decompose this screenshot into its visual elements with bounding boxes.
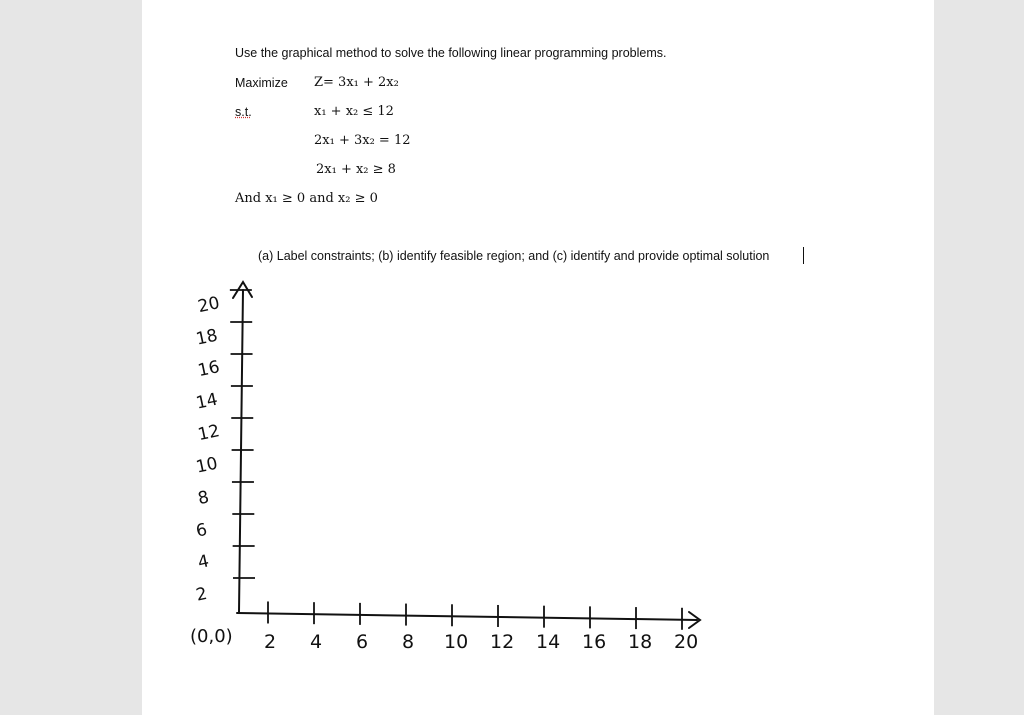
nonnegativity-constraint: And x₁ ≥ 0 and x₂ ≥ 0 <box>235 191 378 206</box>
y-tick-label: 4 <box>196 551 211 574</box>
y-tick-label: 6 <box>194 519 209 542</box>
x-tick-label: 18 <box>628 631 653 653</box>
x-tick-label: 2 <box>264 631 277 653</box>
x-tick-label: 6 <box>356 631 369 653</box>
constraint-2: 2x₁ + 3x₂ = 12 <box>314 133 411 148</box>
y-tick-label: 16 <box>196 357 222 382</box>
x-tick-label: 14 <box>536 631 561 653</box>
origin-label: (0,0) <box>190 626 233 647</box>
constraint-1: x₁ + x₂ ≤ 12 <box>314 104 394 119</box>
x-tick-label: 12 <box>490 631 515 653</box>
constraint-3: 2x₁ + x₂ ≥ 8 <box>316 162 396 177</box>
x-tick-label: 10 <box>444 631 469 653</box>
y-tick-label: 20 <box>196 293 222 318</box>
y-axis-line <box>239 290 243 612</box>
x-tick-label: 8 <box>402 631 415 653</box>
y-tick-label: 12 <box>196 421 222 446</box>
y-tick-label: 8 <box>196 487 211 510</box>
x-tick-label: 4 <box>310 631 323 653</box>
objective-label: Maximize <box>235 76 288 90</box>
y-tick-label: 10 <box>194 453 220 478</box>
objective-function: Z= 3x₁ + 2x₂ <box>314 75 399 90</box>
instruction-text: Use the graphical method to solve the following linear programming problems. <box>235 46 667 60</box>
x-axis-line <box>237 613 697 620</box>
y-tick-label: 14 <box>194 389 220 414</box>
subject-to-label: s.t. <box>235 105 252 119</box>
question-text: (a) Label constraints; (b) identify feasible region; and (c) identify and provide optimal solution <box>258 249 770 263</box>
x-tick-label: 16 <box>582 631 607 653</box>
x-tick-label: 20 <box>674 631 699 653</box>
y-tick-label: 18 <box>194 325 220 350</box>
y-tick-label: 2 <box>194 583 209 606</box>
